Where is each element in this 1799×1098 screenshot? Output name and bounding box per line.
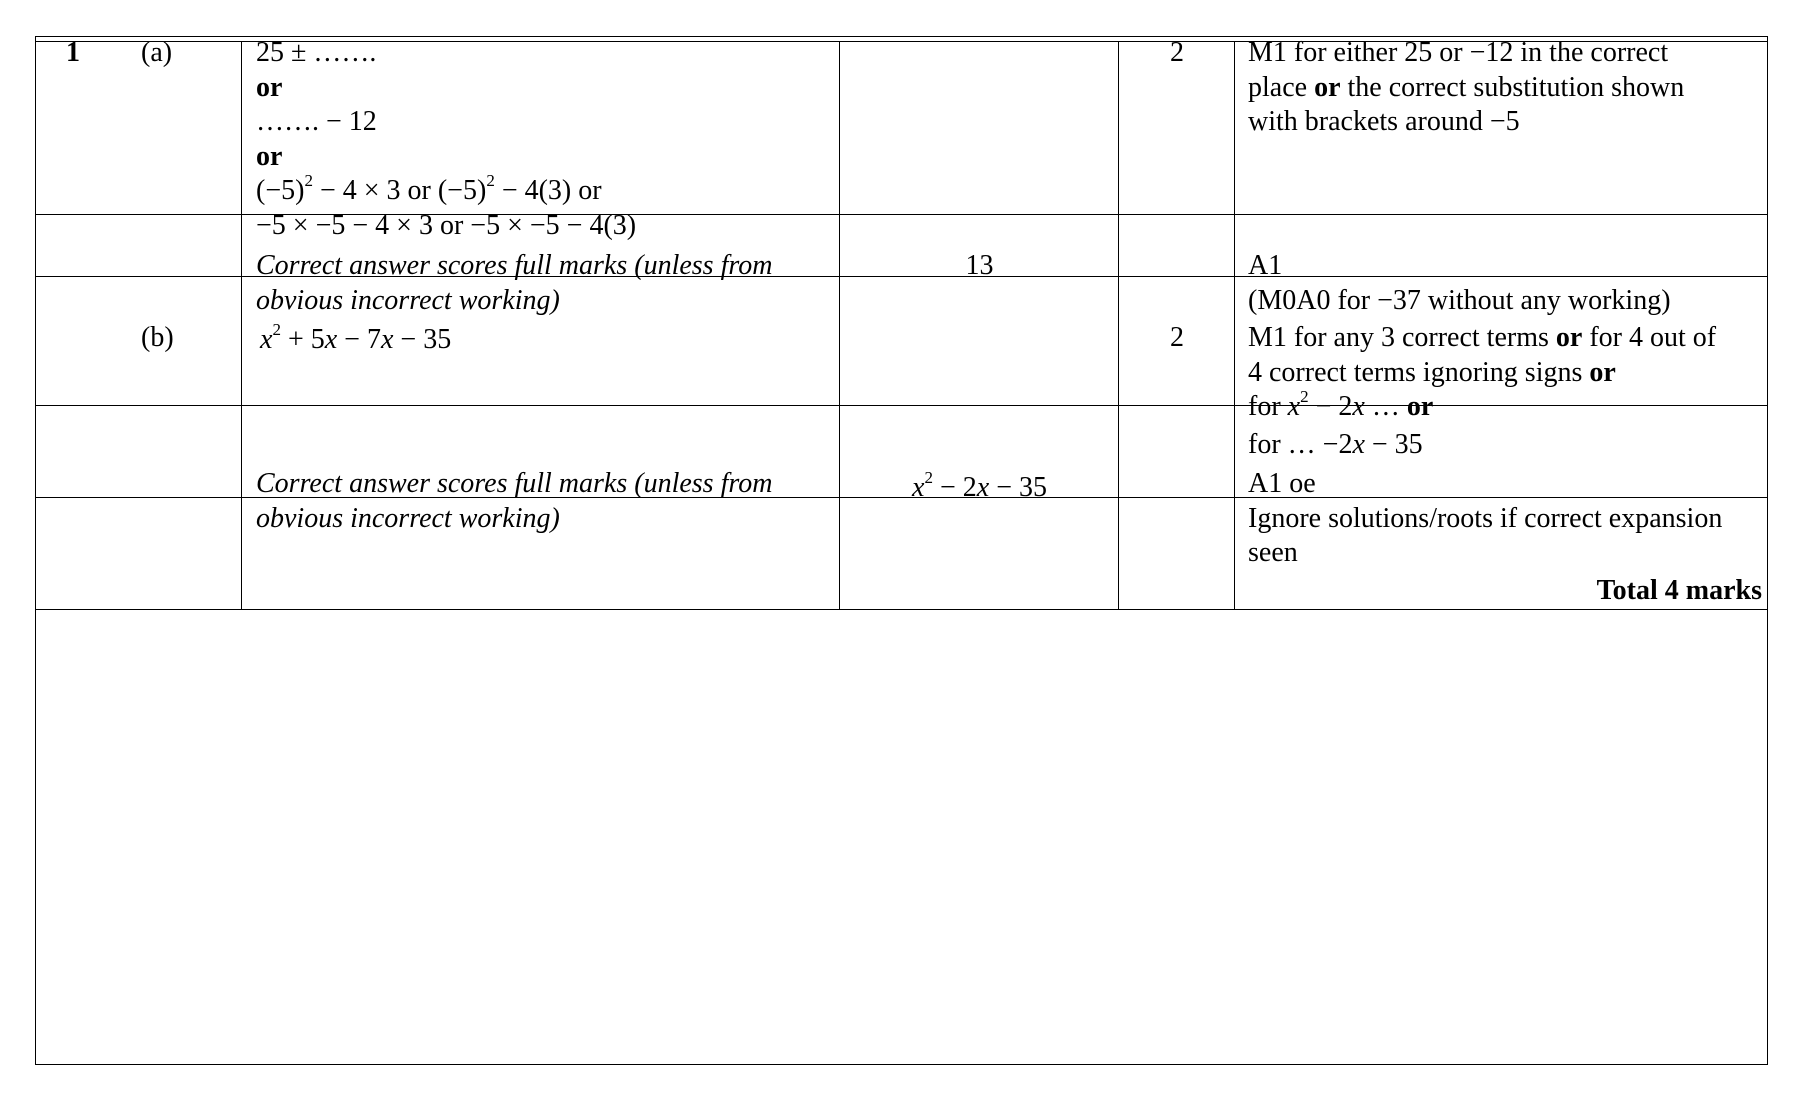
text-run: − 2 <box>932 472 977 503</box>
question-number: 1 <box>66 37 80 68</box>
row-divider <box>35 609 1768 610</box>
variable: x <box>1352 429 1365 460</box>
superscript: 2 <box>486 170 495 190</box>
variable: x <box>1352 391 1365 422</box>
notes-cell <box>1248 467 1722 571</box>
superscript: 2 <box>924 467 933 487</box>
notes-line: A1 oe <box>1248 468 1316 499</box>
notes-line: seen <box>1248 537 1298 568</box>
working-cell <box>256 249 772 318</box>
superscript: 2 <box>272 319 281 339</box>
or-label: or <box>1555 322 1583 353</box>
or-label: or <box>1314 71 1341 103</box>
notes-line <box>1248 356 1716 391</box>
text-run: the correct substitution shown <box>1340 71 1685 103</box>
notes-line: M1 for either 25 or −12 in the correct <box>1248 37 1669 68</box>
answer-value <box>841 467 1118 506</box>
notes-line: A1 <box>1248 250 1283 281</box>
mark-value: 2 <box>1170 37 1184 68</box>
notes-cell <box>1248 36 1684 140</box>
variable: x <box>260 324 273 355</box>
column-divider <box>839 41 840 610</box>
notes-line: (M0A0 for −37 without any working) <box>1248 284 1671 316</box>
part-label: (b) <box>141 322 174 353</box>
or-label: or <box>256 71 283 103</box>
working-line: Correct answer scores full marks (unless from <box>256 250 773 281</box>
text-run: − 2 <box>1308 391 1353 422</box>
working-line: ……. − 12 <box>256 106 377 137</box>
variable: x <box>380 324 394 355</box>
text-run: − 35 <box>1364 429 1423 460</box>
notes-line <box>1248 321 1716 356</box>
notes-line: with brackets around −5 <box>1248 106 1520 137</box>
text-run: for <box>1248 391 1288 422</box>
notes-cell <box>1248 249 1671 318</box>
text-run: … <box>1364 391 1407 422</box>
or-label: or <box>256 140 283 172</box>
text-run: for 4 out of <box>1582 322 1717 353</box>
text-run: − 35 <box>989 472 1047 503</box>
text-run: − 35 <box>393 324 452 355</box>
notes-cell <box>1248 321 1716 463</box>
column-divider <box>241 41 242 610</box>
variable: x <box>324 324 338 355</box>
or-label: or <box>1406 391 1434 422</box>
working-line: 25 ± ……. <box>256 37 377 68</box>
notes-line <box>1248 428 1716 463</box>
text-run: place <box>1248 71 1315 103</box>
total-marks: Total 4 marks <box>1596 575 1762 606</box>
superscript: 2 <box>304 170 313 190</box>
working-line <box>260 319 452 358</box>
superscript: 2 <box>1300 386 1309 406</box>
working-cell <box>260 319 452 358</box>
notes-line <box>1248 71 1684 106</box>
working-line: obvious incorrect working) <box>256 502 560 534</box>
notes-line: Ignore solutions/roots if correct expansion <box>1248 502 1723 534</box>
text-run: − 7 <box>337 324 381 355</box>
working-line: −5 × −5 − 4 × 3 or −5 × −5 − 4(3) <box>256 209 637 241</box>
mark-value: 2 <box>1170 322 1184 353</box>
column-divider <box>1234 41 1235 610</box>
text-run: − 4(3) or <box>494 175 602 206</box>
variable: x <box>976 472 990 503</box>
working-cell <box>256 467 772 536</box>
notes-line <box>1248 386 1716 428</box>
part-label: (a) <box>141 37 173 68</box>
text-run: M1 for any 3 correct terms <box>1248 322 1556 353</box>
working-line: Correct answer scores full marks (unless from <box>256 468 773 499</box>
answer-value: 13 <box>965 250 994 281</box>
text-run: for … −2 <box>1248 429 1353 460</box>
column-divider <box>1118 41 1119 610</box>
variable: x <box>1287 391 1301 422</box>
text-run: 4 correct terms ignoring signs <box>1248 356 1590 388</box>
working-line: obvious incorrect working) <box>256 284 560 316</box>
text-run: − 4 × 3 or (−5) <box>312 175 487 206</box>
text-run: + 5 <box>280 324 325 355</box>
working-line <box>256 170 636 209</box>
working-cell <box>256 36 636 243</box>
or-label: or <box>1589 356 1616 388</box>
text-run: (−5) <box>256 175 305 206</box>
variable: x <box>912 472 925 503</box>
